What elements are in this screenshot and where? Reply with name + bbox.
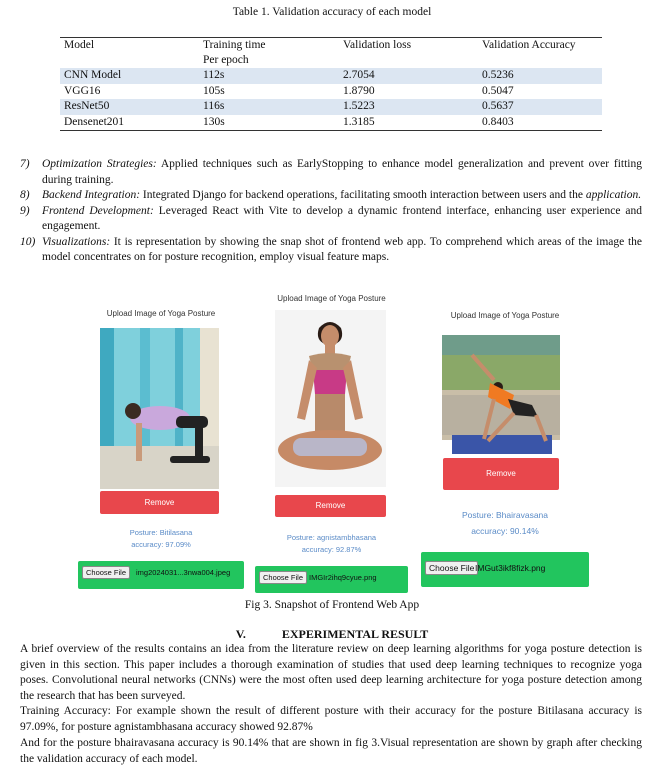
remove-button[interactable]: Remove bbox=[275, 495, 386, 517]
choose-file-button[interactable]: Choose File bbox=[259, 571, 307, 584]
paragraph: Training Accuracy: For example shown the result of different posture with their accuracy for the posture Bitilasana accuracy is 97.09%, for posture agnistambhasana accuracy showed 92.87% bbox=[20, 705, 642, 733]
table-row bbox=[60, 99, 602, 115]
header-validation-loss: Validation loss bbox=[339, 38, 478, 69]
file-input-bar[interactable] bbox=[255, 566, 408, 593]
file-name: IMGut3ikf8fizk.png bbox=[475, 563, 546, 573]
upload-title: Upload Image of Yoga Posture bbox=[450, 311, 560, 320]
table-row bbox=[60, 68, 602, 84]
section-heading: V. EXPERIMENTAL RESULT bbox=[235, 627, 429, 641]
list-item bbox=[20, 188, 642, 204]
yoga-image-bhairavasana bbox=[442, 335, 560, 454]
yoga-image-agnistambhasana bbox=[275, 310, 386, 487]
remove-button[interactable]: Remove bbox=[100, 491, 219, 514]
table-cell: 1.3185 bbox=[339, 115, 478, 131]
list-term: Frontend Development: bbox=[42, 204, 154, 217]
file-name: img2024031...3nwa004.jpeg bbox=[136, 568, 231, 577]
list-number: 9) bbox=[20, 204, 30, 217]
table-cell: 1.5223 bbox=[339, 99, 478, 115]
list-text: Applied techniques such as EarlyStopping to enhance model generalization and prevent over fitting during training. bbox=[42, 158, 643, 186]
table-row bbox=[60, 84, 602, 100]
frontend-panel-agnistambhasana bbox=[255, 290, 408, 594]
file-name: IMGIr2ihq9cyue.png bbox=[309, 573, 377, 582]
list-term: Visualizations: bbox=[42, 235, 111, 248]
choose-file-button[interactable]: Choose File bbox=[425, 561, 478, 575]
header-model: Model bbox=[60, 38, 199, 69]
table-cell: 1.8790 bbox=[343, 84, 375, 97]
table-header-row bbox=[60, 38, 602, 69]
table-cell: 0.5637 bbox=[478, 99, 602, 115]
accuracy-result: accuracy: 97.09% bbox=[131, 540, 191, 549]
list-number: 7) bbox=[20, 158, 30, 170]
table-cell: Densenet201 bbox=[60, 115, 199, 131]
list-item bbox=[20, 157, 642, 188]
list-text: It is representation by showing the snap shot of frontend web app. To comprehend which areas of the image the model concentrates on for posture recognition, employ visual feature maps. bbox=[42, 235, 642, 263]
file-input-bar[interactable] bbox=[421, 552, 589, 587]
table-cell: VGG16 bbox=[64, 84, 101, 97]
choose-file-button[interactable]: Choose File bbox=[82, 566, 130, 579]
posture-result: Posture: Bhairavasana bbox=[462, 510, 548, 520]
figure-caption: Fig 3. Snapshot of Frontend Web App bbox=[244, 599, 420, 611]
list-text: Leveraged React with Vite to develop a dynamic frontend interface, enhancing user experience and engagement. bbox=[42, 204, 643, 232]
yoga-image-bitilasana bbox=[100, 328, 219, 489]
paragraph: And for the posture bhairavasana accuracy is 90.14% that are shown in fig 3.Visual representation are shown by graph after checking the validation accuracy of each model. bbox=[20, 737, 642, 765]
frontend-panel-bhairavasana bbox=[421, 305, 589, 590]
remove-button[interactable]: Remove bbox=[443, 458, 559, 490]
list-text-italic: application. bbox=[585, 189, 642, 201]
validation-accuracy-table bbox=[60, 37, 602, 131]
accuracy-result: accuracy: 92.87% bbox=[301, 545, 362, 554]
accuracy-result: accuracy: 90.14% bbox=[471, 526, 539, 536]
table-cell: 105s bbox=[203, 84, 225, 97]
table-cell: CNN Model bbox=[60, 68, 199, 84]
list-number: 10) bbox=[20, 235, 36, 248]
upload-title: Upload Image of Yoga Posture bbox=[106, 309, 216, 318]
numbered-list bbox=[20, 157, 642, 266]
upload-title: Upload Image of Yoga Posture bbox=[277, 294, 386, 303]
list-term: Optimization Strategies: bbox=[42, 158, 157, 170]
table-caption: Table 1. Validation accuracy of each model bbox=[232, 6, 432, 18]
table-row bbox=[60, 115, 602, 131]
table-cell: 0.5047 bbox=[482, 84, 514, 97]
paragraph: A brief overview of the results contains an idea from the literature review on deep learning algorithms for yoga posture detection is given in this section. This paper includes a thorough examination of studies that used deep learning techniques to recognize yoga poses. Convolutional neural networks (CNNs) were the most often used deep learning architecture for yoga posture detection among the research that has been surveyed. bbox=[20, 643, 642, 702]
table-cell: 112s bbox=[199, 68, 339, 84]
file-input-bar[interactable] bbox=[78, 561, 244, 589]
list-item bbox=[20, 204, 642, 235]
frontend-panel-bitilasana bbox=[78, 305, 244, 590]
table-cell: 130s bbox=[199, 115, 339, 131]
list-item bbox=[20, 235, 642, 266]
table-cell: 0.5236 bbox=[478, 68, 602, 84]
table-cell: 2.7054 bbox=[339, 68, 478, 84]
table-cell: 0.8403 bbox=[478, 115, 602, 131]
table-cell: ResNet50 bbox=[60, 99, 199, 115]
table-cell: 116s bbox=[199, 99, 339, 115]
header-validation-accuracy: Validation Accuracy bbox=[478, 38, 602, 69]
list-number: 8) bbox=[20, 189, 30, 201]
list-term: Backend Integration: bbox=[42, 189, 141, 201]
list-text: Integrated Django for backend operations, facilitating smooth interaction between users and the bbox=[140, 189, 586, 201]
posture-result: Posture: agnistambhasana bbox=[286, 533, 377, 542]
posture-result: Posture: Bitilasana bbox=[129, 528, 193, 537]
header-training-time: Training time Per epoch bbox=[199, 38, 339, 69]
